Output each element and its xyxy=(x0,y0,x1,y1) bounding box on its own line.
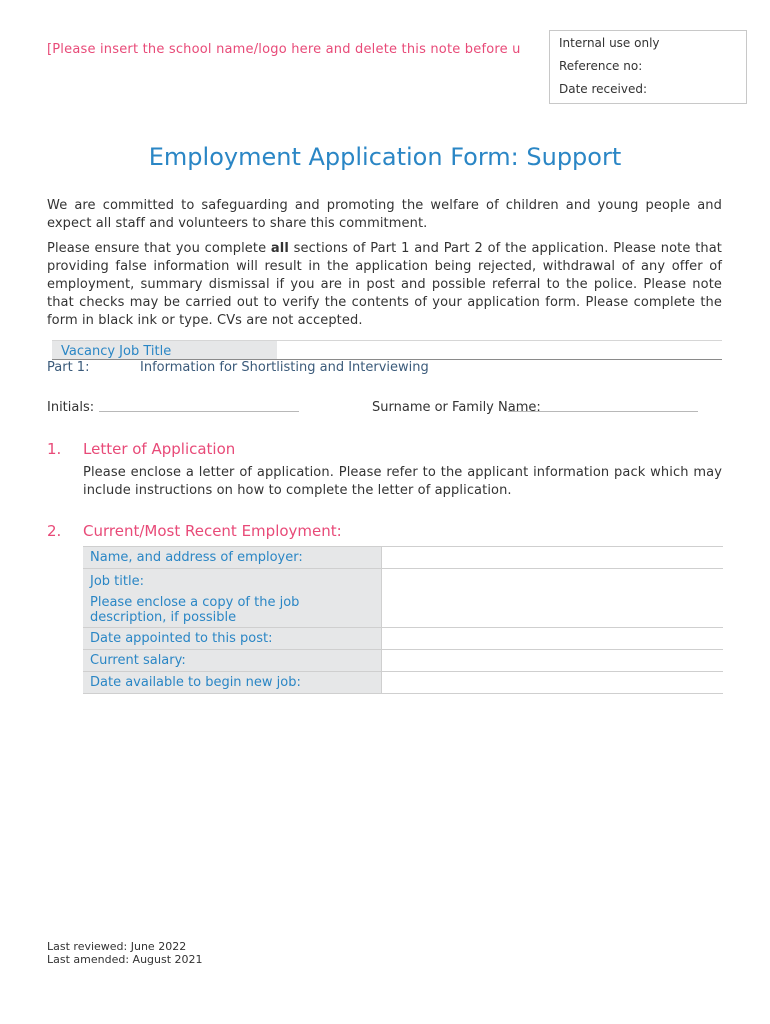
school-logo-placeholder-note: [Please insert the school name/logo here and delete this note before u xyxy=(47,42,521,57)
job-description-note: Please enclose a copy of the job description, if possible xyxy=(90,595,300,625)
date-appointed-field[interactable] xyxy=(382,628,724,650)
employment-table xyxy=(83,546,723,694)
document-footer xyxy=(47,940,203,966)
table-row xyxy=(83,628,723,650)
instructions-paragraph xyxy=(47,240,722,330)
internal-use-box xyxy=(549,30,747,104)
table-row xyxy=(83,650,723,672)
last-reviewed: Last reviewed: June 2022 xyxy=(47,940,187,953)
part-heading: Information for Shortlisting and Interviewing xyxy=(140,360,429,375)
vacancy-job-title-label: Vacancy Job Title xyxy=(52,341,277,359)
section-1-body: Please enclose a letter of application. Please refer to the applicant information pack which may include instructions on how to complete the letter of application. xyxy=(83,465,722,498)
internal-use-heading: Internal use only xyxy=(559,36,660,50)
date-available-field[interactable] xyxy=(382,672,724,694)
surname-field[interactable] xyxy=(508,411,698,412)
date-appointed-label: Date appointed to this post: xyxy=(83,628,382,650)
employer-name-address-label: Name, and address of employer: xyxy=(83,547,382,569)
current-salary-label: Current salary: xyxy=(83,650,382,672)
part-label: Part 1: xyxy=(47,360,90,375)
section-1-number: 1. xyxy=(47,440,62,458)
job-title-label: Job title: xyxy=(90,574,144,589)
safeguarding-paragraph: We are committed to safeguarding and promoting the welfare of children and young people and expect all staff and volunteers to share this commitment. xyxy=(47,198,722,231)
vacancy-job-title-field[interactable] xyxy=(277,341,722,359)
page-title: Employment Application Form: Support xyxy=(148,143,622,171)
initials-label: Initials: xyxy=(47,400,95,415)
job-title-field[interactable] xyxy=(382,569,724,628)
employer-name-address-field[interactable] xyxy=(382,547,724,569)
instructions-text-start: Please ensure that you complete xyxy=(47,241,271,256)
reference-no-label: Reference no: xyxy=(559,59,643,73)
date-available-label: Date available to begin new job: xyxy=(83,672,382,694)
section-2-title: Current/Most Recent Employment: xyxy=(83,522,342,540)
section-1-title: Letter of Application xyxy=(83,440,236,458)
date-received-label: Date received: xyxy=(559,82,648,96)
vacancy-job-title-row xyxy=(52,340,722,360)
instructions-emphasis: all xyxy=(270,241,289,256)
table-row xyxy=(83,547,723,569)
table-row xyxy=(83,569,723,628)
instructions-text-end: sections of Part 1 and Part 2 of the application. Please note that providing false information will result in the application being rejected, withdrawal of any offer of employment, summary dismissal if you are in post and possible referral to the police. Please note that checks may be carried out to verify the contents of your application form. Please complete the form in black ink or type. CVs are not accepted. xyxy=(47,241,722,328)
section-2-number: 2. xyxy=(47,522,62,540)
last-amended: Last amended: August 2021 xyxy=(47,953,203,966)
job-title-label-cell xyxy=(83,569,382,628)
table-row xyxy=(83,672,723,694)
current-salary-field[interactable] xyxy=(382,650,724,672)
surname-label: Surname or Family Name: xyxy=(372,400,541,415)
initials-field[interactable] xyxy=(99,411,299,412)
